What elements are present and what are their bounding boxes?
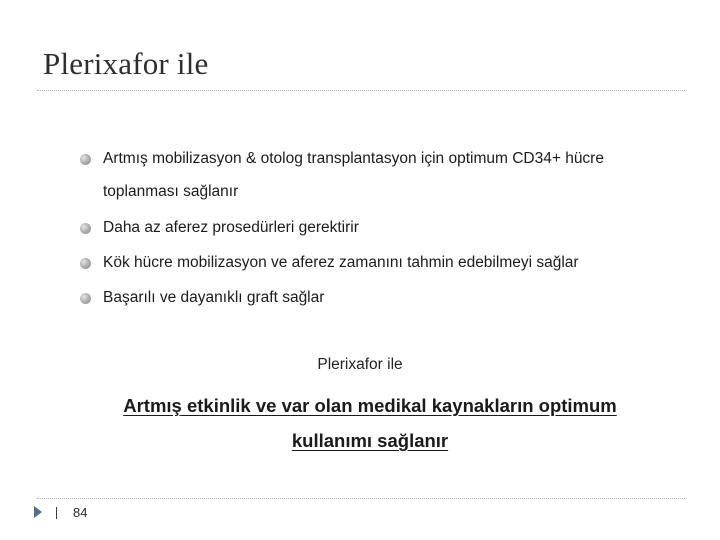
title-divider bbox=[37, 90, 685, 91]
bullet-item bbox=[80, 254, 680, 279]
slide-title: Plerixafor ile bbox=[43, 46, 209, 81]
bullet-text: Artmış mobilizasyon & otolog transplantasyon için optimum CD34+ hücre toplanması sağlanır bbox=[103, 150, 604, 200]
bullet-icon bbox=[80, 223, 91, 234]
page-number: 84 bbox=[73, 505, 88, 520]
bullet-item bbox=[80, 150, 680, 208]
bullet-item bbox=[80, 289, 680, 314]
bullet-text: Kök hücre mobilizasyon ve aferez zamanını tahmin edebilmeyi sağlar bbox=[103, 254, 579, 271]
footer-separator bbox=[56, 507, 57, 519]
footer-triangle-icon bbox=[34, 506, 42, 518]
bullet-icon bbox=[80, 293, 91, 304]
bullet-text: Daha az aferez prosedürleri gerektirir bbox=[103, 219, 359, 236]
conclusion-text: Artmış etkinlik ve var olan medikal kaynakların optimum kullanımı sağlanır bbox=[123, 395, 617, 451]
bullet-icon bbox=[80, 258, 91, 269]
bullet-icon bbox=[80, 154, 91, 165]
bullet-text: Başarılı ve dayanıklı graft sağlar bbox=[103, 289, 325, 306]
footer-divider bbox=[37, 498, 685, 499]
center-label: Plerixafor ile bbox=[317, 356, 403, 373]
bullet-item bbox=[80, 219, 680, 244]
